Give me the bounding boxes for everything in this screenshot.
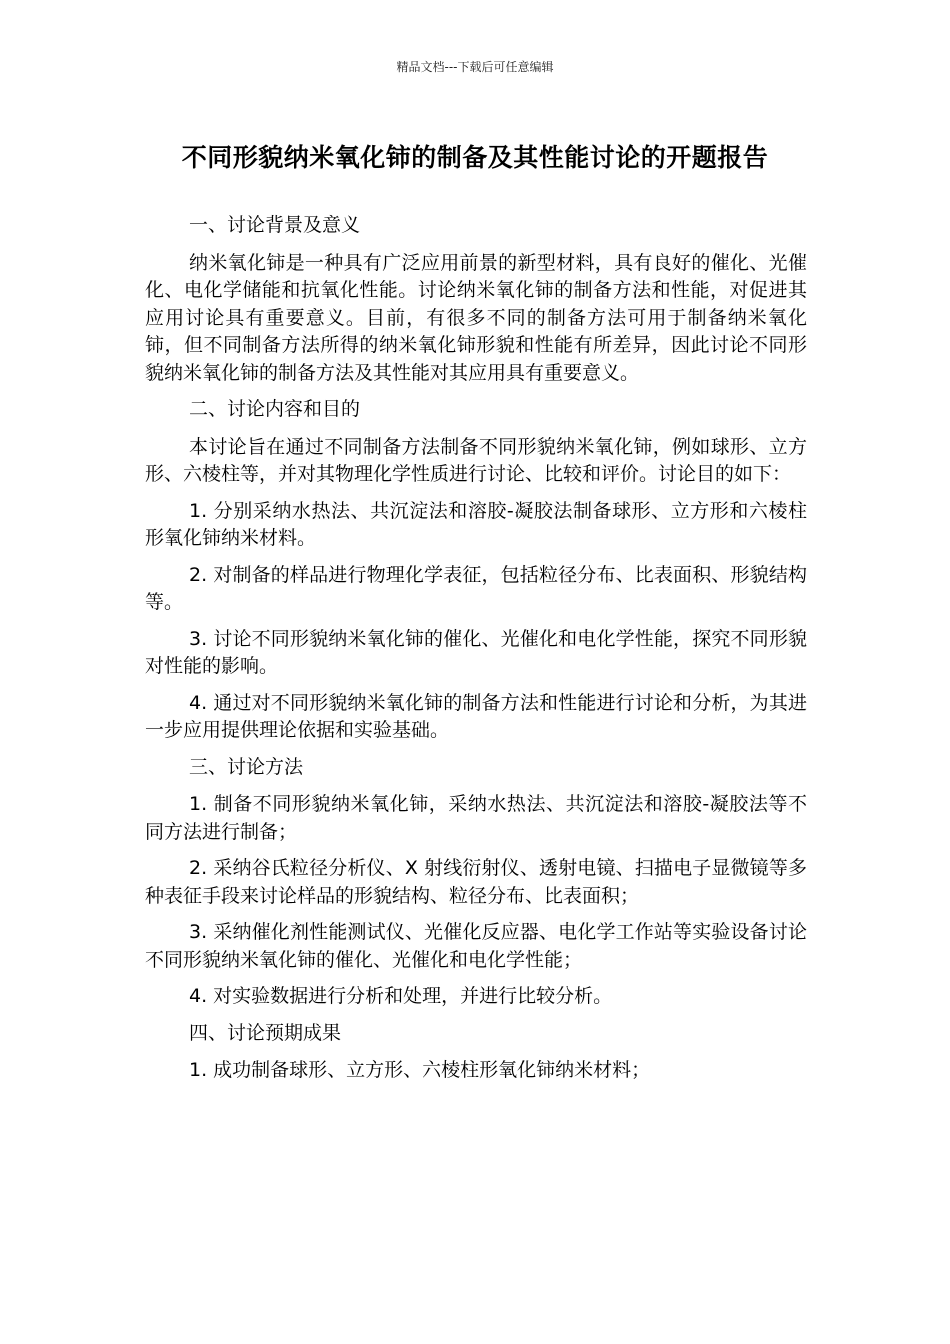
list-item: 4. 通过对不同形貌纳米氧化铈的制备方法和性能进行讨论和分析，为其进一步应用提供理论依据和实验基础。 xyxy=(145,691,807,741)
document-title: 不同形貌纳米氧化铈的制备及其性能讨论的开题报告 xyxy=(181,143,769,172)
document-body xyxy=(145,212,807,1094)
list-item: 1. 制备不同形貌纳米氧化铈，采纳水热法、共沉淀法和溶胶-凝胶法等不同方法进行制备； xyxy=(145,793,807,843)
list-item: 3. 讨论不同形貌纳米氧化铈的催化、光催化和电化学性能，探究不同形貌对性能的影响。 xyxy=(145,627,807,677)
section-heading-content: 二、讨论内容和目的 xyxy=(189,398,361,420)
section-heading-methods: 三、讨论方法 xyxy=(189,755,304,778)
paragraph-background: 纳米氧化铈是一种具有广泛应用前景的新型材料，具有良好的催化、光催化、电化学储能和抗氧化性能。讨论纳米氧化铈的制备方法和性能，对促进其应用讨论具有重要意义。目前，有很多不同的制备方法可用于制备纳米氧化铈，但不同制备方法所得的纳米氧化铈形貌和性能有所差异，因此讨论不同形貌纳米氧化铈的制备方法及其性能对其应用具有重要意义。 xyxy=(145,251,807,384)
list-item: 3. 采纳催化剂性能测试仪、光催化反应器、电化学工作站等实验设备讨论不同形貌纳米氧化铈的催化、光催化和电化学性能； xyxy=(145,921,807,971)
list-item: 1. 成功制备球形、立方形、六棱柱形氧化铈纳米材料； xyxy=(189,1059,651,1081)
page-header: 精品文档---下载后可任意编辑 xyxy=(396,60,554,74)
list-item: 2. 采纳谷氏粒径分析仪、X 射线衍射仪、透射电镜、扫描电子显微镜等多种表征手段来讨论样品的形貌结构、粒径分布、比表面积； xyxy=(145,857,807,907)
list-item: 4. 对实验数据进行分析和处理，并进行比较分析。 xyxy=(189,985,613,1007)
paragraph-content: 本讨论旨在通过不同制备方法制备不同形貌纳米氧化铈，例如球形、立方形、六棱柱等，并对其物理化学性质进行讨论、比较和评价。讨论目的如下： xyxy=(145,435,807,485)
section-heading-background: 一、讨论背景及意义 xyxy=(189,214,361,236)
list-item: 1. 分别采纳水热法、共沉淀法和溶胶-凝胶法制备球形、立方形和六棱柱形氧化铈纳米材料。 xyxy=(145,499,807,549)
section-heading-results: 四、讨论预期成果 xyxy=(189,1021,342,1044)
list-item: 2. 对制备的样品进行物理化学表征，包括粒径分布、比表面积、形貌结构等。 xyxy=(145,563,807,613)
